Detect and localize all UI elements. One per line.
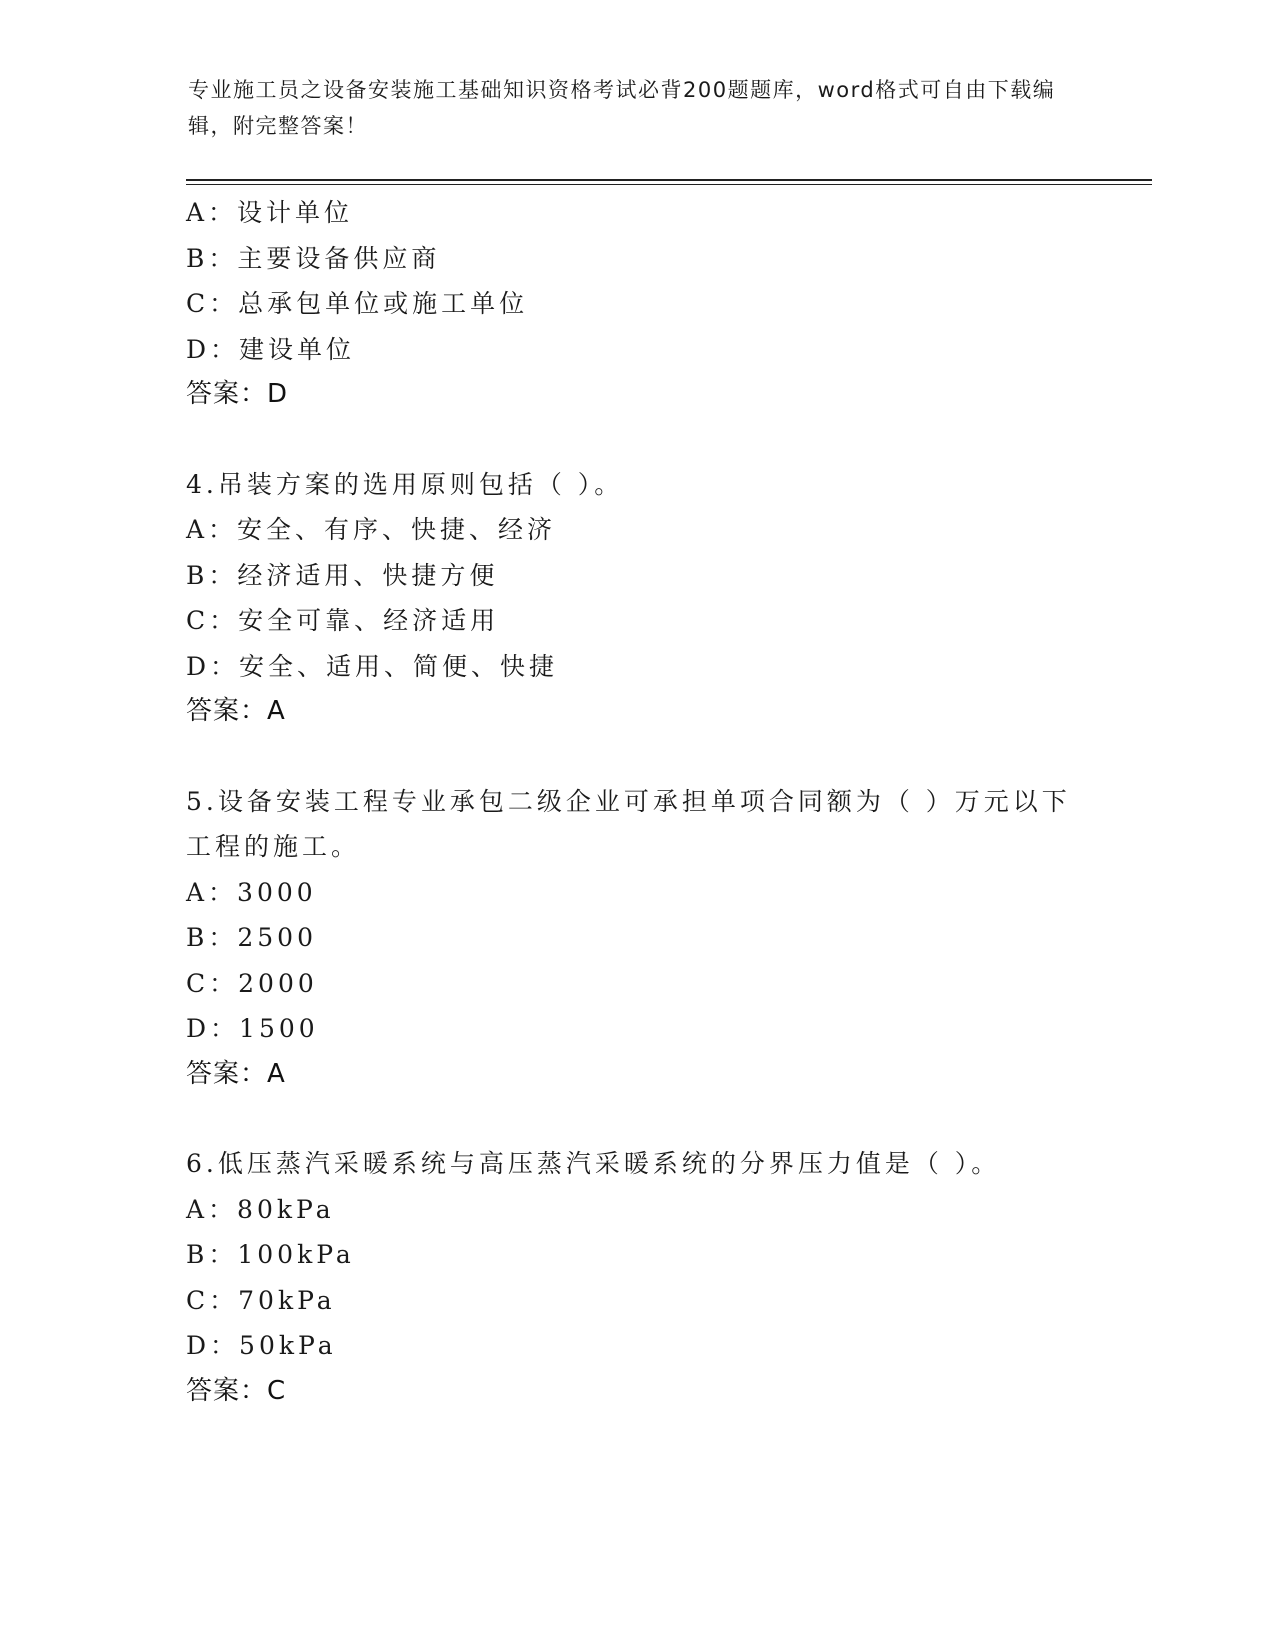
document-header-title: 专业施工员之设备安装施工基础知识资格考试必背200题题库，word格式可自由下载编辑，附完整答案！	[188, 78, 1056, 138]
answer-label: 答案：A	[186, 1058, 286, 1089]
option-a: A：80kPa	[186, 1194, 335, 1224]
question-block-3	[186, 190, 1086, 418]
spacer	[186, 418, 1086, 462]
question-stem: 4.吊装方案的选用原则包括（ ）。	[186, 469, 624, 499]
question-stem: 6.低压蒸汽采暖系统与高压蒸汽采暖系统的分界压力值是（ ）。	[186, 1149, 1001, 1178]
answer-label: 答案：D	[186, 379, 289, 409]
question-block-4	[186, 462, 1086, 735]
header-divider-thick	[186, 179, 1152, 181]
option-d: D：50kPa	[186, 1331, 337, 1360]
option-a: A：设计单位	[186, 198, 354, 227]
answer-label: 答案：C	[186, 1375, 287, 1406]
option-d: D：安全、适用、简便、快捷	[186, 651, 559, 681]
spacer	[186, 1097, 1086, 1141]
question-list	[186, 190, 1086, 1414]
option-c: C：2000	[186, 968, 318, 998]
option-a: A：安全、有序、快捷、经济	[186, 515, 557, 544]
option-c: C：70kPa	[186, 1285, 336, 1315]
option-b: B：2500	[186, 923, 317, 952]
option-d: D：建设单位	[186, 334, 356, 364]
option-a: A：3000	[186, 877, 317, 907]
spacer	[186, 735, 1086, 779]
header-divider-thin	[186, 184, 1152, 185]
option-b: B：100kPa	[186, 1240, 355, 1269]
question-block-6	[186, 1141, 1086, 1414]
option-b: B：主要设备供应商	[186, 243, 441, 273]
option-c: C：总承包单位或施工单位	[186, 289, 529, 318]
option-b: B：经济适用、快捷方便	[186, 560, 499, 590]
question-stem: 5.设备安装工程专业承包二级企业可承担单项合同额为（ ）万元以下工程的施工。	[186, 786, 1071, 861]
option-d: D：1500	[186, 1014, 319, 1043]
question-block-5	[186, 779, 1086, 1098]
option-c: C：安全可靠、经济适用	[186, 606, 500, 635]
answer-label: 答案：A	[186, 696, 286, 726]
